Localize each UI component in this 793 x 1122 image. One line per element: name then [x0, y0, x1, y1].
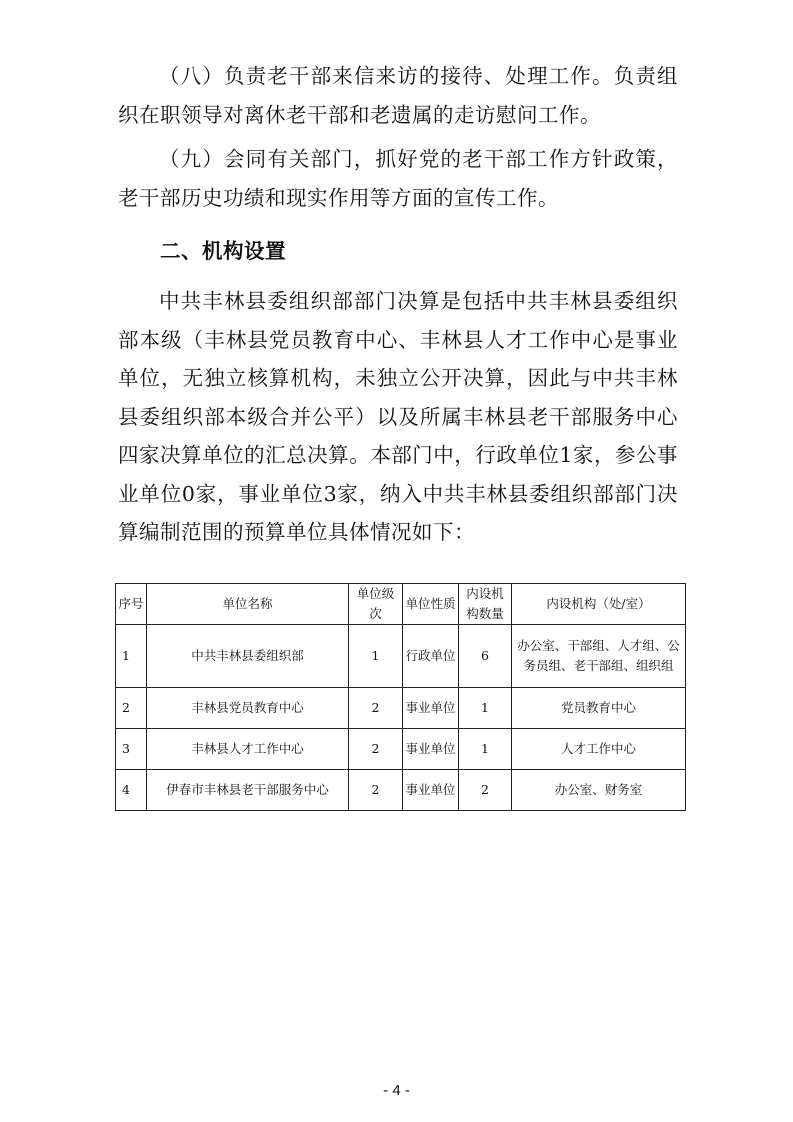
paragraph-duty-8: （八）负责老干部来信来访的接待、处理工作。负责组织在职领导对离休老干部和老遗属的走访慰问工作。 [118, 64, 678, 127]
cell-seq: 4 [116, 770, 147, 811]
cell-dept-list: 人才工作中心 [512, 729, 686, 770]
cell-unit-name: 丰林县党员教育中心 [147, 688, 349, 729]
cell-unit-level: 2 [349, 770, 403, 811]
cell-dept-count: 2 [459, 770, 512, 811]
cell-unit-name: 中共丰林县委组织部 [147, 625, 349, 688]
cell-seq: 3 [116, 729, 147, 770]
section-heading-organization: 二、机构设置 [160, 239, 286, 263]
table-row [116, 625, 686, 688]
cell-unit-nature: 事业单位 [403, 688, 459, 729]
units-table [115, 583, 686, 811]
cell-unit-nature: 事业单位 [403, 729, 459, 770]
cell-dept-list: 党员教育中心 [512, 688, 686, 729]
header-dept-list: 内设机构（处/室） [512, 584, 686, 625]
cell-unit-level: 2 [349, 688, 403, 729]
cell-unit-name: 丰林县人才工作中心 [147, 729, 349, 770]
cell-dept-count: 1 [459, 688, 512, 729]
header-unit-level: 单位级次 [349, 584, 403, 625]
cell-unit-name: 伊春市丰林县老干部服务中心 [147, 770, 349, 811]
table-header-row [116, 584, 686, 625]
cell-dept-count: 6 [459, 625, 512, 688]
page-number: - 4 - [383, 1082, 410, 1099]
paragraph-organization: 中共丰林县委组织部部门决算是包括中共丰林县委组织部本级（丰林县党员教育中心、丰林县人才工作中心是事业单位，无独立核算机构，未独立公开决算，因此与中共丰林县委组织部本级合并公平）以及所属丰林县老干部服务中心四家决算单位的汇总决算。本部门中，行政单位1家，参公事业单位0家，事业单位3家，纳入中共丰林县委组织部部门决算编制范围的预算单位具体情况如下： [118, 289, 678, 544]
table-row [116, 770, 686, 811]
cell-dept-list: 办公室、干部组、人才组、公务员组、老干部组、组织组 [512, 625, 686, 688]
cell-unit-level: 2 [349, 729, 403, 770]
header-unit-name: 单位名称 [147, 584, 349, 625]
cell-dept-count: 1 [459, 729, 512, 770]
cell-seq: 1 [116, 625, 147, 688]
paragraph-duty-9: （九）会同有关部门，抓好党的老干部工作方针政策，老干部历史功绩和现实作用等方面的宣传工作。 [118, 147, 678, 210]
cell-unit-nature: 事业单位 [403, 770, 459, 811]
cell-unit-nature: 行政单位 [403, 625, 459, 688]
cell-seq: 2 [116, 688, 147, 729]
table-row [116, 688, 686, 729]
header-unit-nature: 单位性质 [403, 584, 459, 625]
header-seq: 序号 [116, 584, 147, 625]
cell-unit-level: 1 [349, 625, 403, 688]
table-row [116, 729, 686, 770]
cell-dept-list: 办公室、财务室 [512, 770, 686, 811]
header-dept-count: 内设机构数量 [459, 584, 512, 625]
